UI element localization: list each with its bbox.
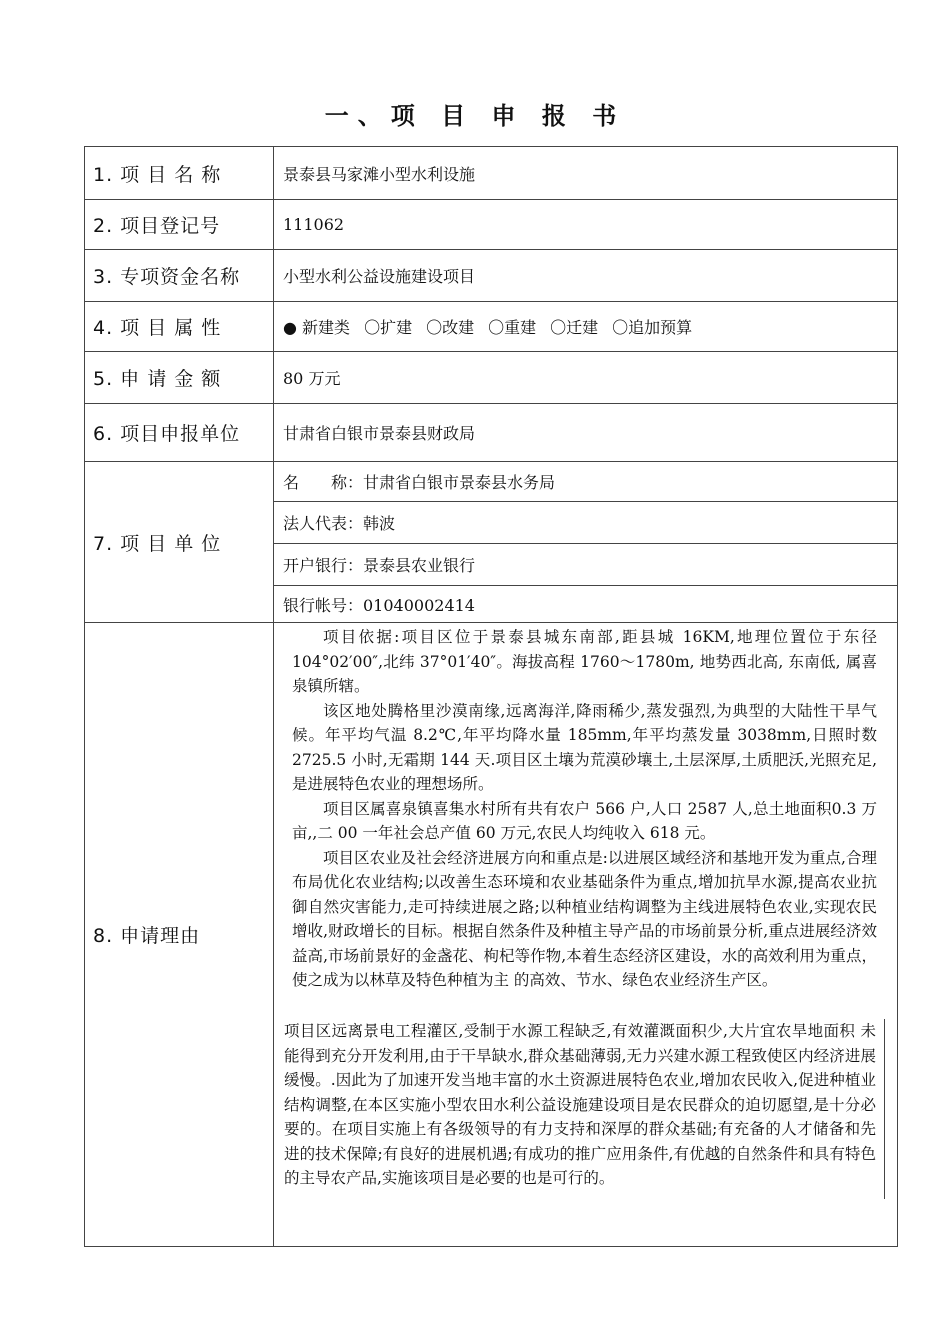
option-relocate: 〇迁建: [550, 318, 599, 337]
reason-paragraph: 项目依据:项目区位于景泰县城东南部,距县城 16KM,地理位置位于东径104°02′00″,北纬 37°01′40″。海拔高程 1760～1780m, 地势西北高, 东南低, 属喜泉镇所辖。: [292, 628, 877, 695]
project-attribute-options: [274, 302, 898, 352]
unit-legal-representative: 法人代表：韩波: [274, 502, 897, 544]
registration-number-value: 111062: [274, 200, 898, 250]
project-unit-label: 7. 项 目 单 位: [85, 462, 274, 623]
project-attribute-label: 4. 项 目 属 性: [85, 302, 274, 352]
reason-paragraph: 项目区属喜泉镇喜集水村所有共有农户 566 户,人口 2587 人,总土地面积0.3 万亩,,二 00 一年社会总产值 60 万元,农民人均纯收入 618 元。: [292, 799, 877, 842]
project-name-label: 1. 项 目 名 称: [85, 147, 274, 200]
option-additional-budget: 〇追加预算: [612, 318, 693, 337]
registration-number-label: 2. 项目登记号: [85, 200, 274, 250]
row-project-attribute: [85, 302, 898, 352]
applicant-value: 甘肃省白银市景泰县财政局: [274, 404, 898, 462]
row-registration-number: [85, 200, 898, 250]
unit-name: 名 称：甘肃省白银市景泰县水务局: [274, 462, 897, 502]
row-amount: [85, 352, 898, 404]
reason-paragraph: 该区地处腾格里沙漠南缘,远离海洋,降雨稀少,蒸发强烈,为典型的大陆性干旱气候。年平均气温 8.2℃,年平均降水量 185mm,年平均蒸发量 3038mm,日照时数 2725.5 小时,无霜期 144 天.项目区土壤为荒漠砂壤土,土层深厚,土质肥沃,光照充足,是进展特色农业的理想场所。: [292, 701, 878, 793]
page-title: 一、项 目 申 报 书: [324, 102, 626, 130]
reason-body: [274, 623, 897, 1245]
reason-paragraph: 项目区远离景电工程灌区,受制于水源工程缺乏,有效灌溉面积少,大片宜农旱地面积 未能得到充分开发利用,由于干旱缺水,群众基础薄弱,无力兴建水源工程致使区内经济进展缓慢。.因此为了加速开发当地丰富的水土资源进展特色农业,增加农民收入,促进种植业结构调整,在本区实施小型农田水利公益设施建设项目是农民群众的迫切愿望,是十分必要的。在项目实施上有各级领导的有力支持和深厚的群众基础;有充备的人才储备和先进的技术保障;有良好的进展机遇;有成功的推广应用条件,有优越的自然条件和具有特色的主导农产品,实施该项目是必要的也是可行的。: [284, 1022, 876, 1187]
unit-bank-account: 银行帐号：01040002414: [283, 595, 475, 615]
row-reason: [85, 623, 898, 1247]
project-name-value: 景泰县马家滩小型水利设施: [274, 147, 898, 200]
unit-bank: 开户银行：景泰县农业银行: [274, 544, 897, 586]
application-form-table: [84, 146, 898, 1247]
row-project-name: [85, 147, 898, 200]
option-reconstruct: 〇重建: [488, 318, 537, 337]
reason-paragraph: 项目区农业及社会经济进展方向和重点是:以进展区域经济和基地开发为重点,合理布局优化农业结构;以改善生态环境和农业基础条件为重点,增加抗旱水源,提高农业抗御自然灾害能力,走可持续进展之路;以种植业结构调整为主线进展特色农业,实现农民增收,财政增长的目标。根据自然条件及种植主导产品的市场前景分析,重点进展经济效益高,市场前景好的金盏花、枸杞等作物,本着生态经济区建设，水的高效利用为重点，使之成为以林草及特色种植为主 的高效、节水、绿色农业经济生产区。: [292, 848, 877, 989]
option-expand: 〇扩建: [364, 318, 413, 337]
applicant-label: 6. 项目申报单位: [85, 404, 274, 462]
fund-name-label: 3. 专项资金名称: [85, 250, 274, 302]
row-project-unit: [85, 462, 898, 623]
option-rebuild: 〇改建: [426, 318, 475, 337]
fund-name-value: 小型水利公益设施建设项目: [274, 250, 898, 302]
amount-label: 5. 申 请 金 额: [85, 352, 274, 404]
amount-value: 80 万元: [274, 352, 898, 404]
reason-label: 8. 申请理由: [85, 623, 274, 1247]
row-fund-name: [85, 250, 898, 302]
row-applicant: [85, 404, 898, 462]
option-new-build: ● 新建类: [283, 318, 351, 337]
